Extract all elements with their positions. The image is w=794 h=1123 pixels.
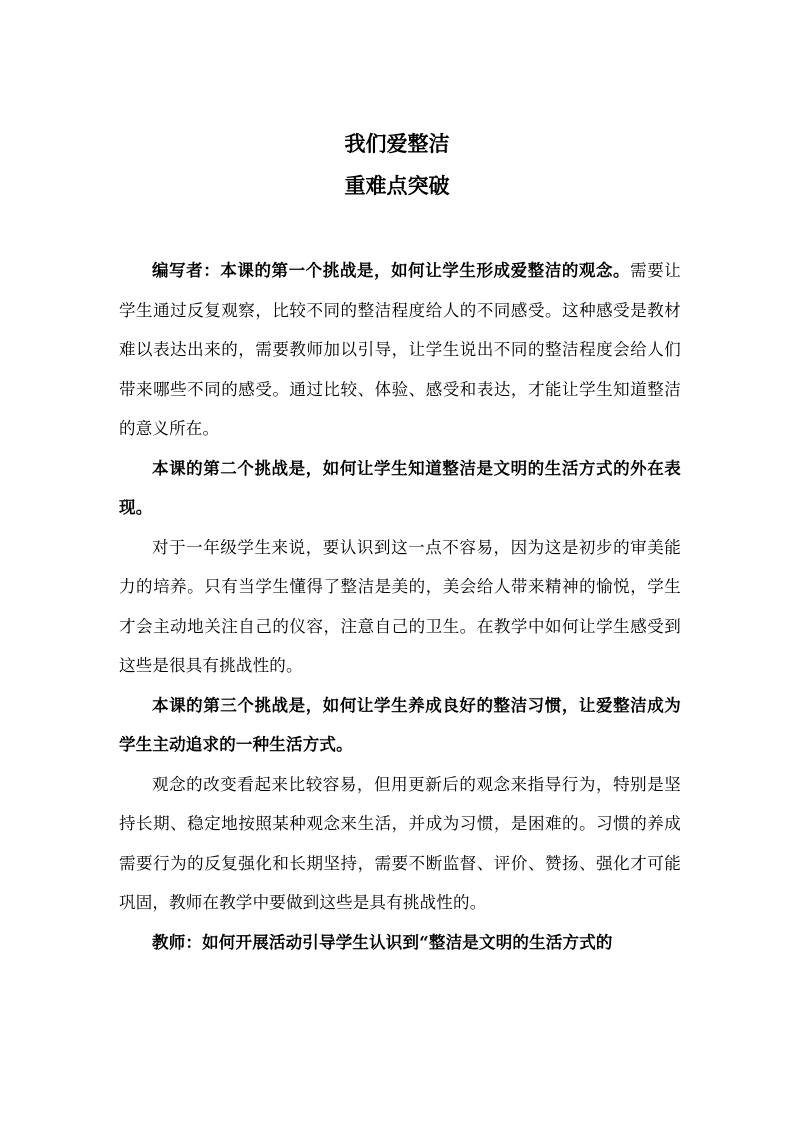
paragraph-challenge-2-text: 对于一年级学生来说，要认识到这一点不容易，因为这是初步的审美能力的培养。只有当学生懂得了整洁是美的，美会给人带来精神的愉悦，学生才会主动地关注自己的仪容，注意自己的卫生。在教学中如何让学生感受到这些是很具有挑战性的。 <box>119 537 681 675</box>
document-title: 我们爱整洁 <box>344 131 450 156</box>
paragraph-challenge-3-text: 观念的改变看起来比较容易，但用更新后的观念来指导行为，特别是坚持长期、稳定地按照某种观念来生活，并成为习惯，是困难的。习惯的养成需要行为的反复强化和长期坚持，需要不断监督、评价、赞扬、强化才可能巩固，教师在教学中要做到这些是具有挑战性的。 <box>119 774 681 912</box>
document-subtitle: 重难点突破 <box>344 173 450 198</box>
paragraph-challenge-2-heading: 本课的第二个挑战是，如何让学生知道整洁是文明的生活方式的外在表现。 <box>119 458 681 517</box>
paragraph-challenge-1-lead: 编写者：本课的第一个挑战是，如何让学生形成爱整洁的观念。 <box>152 261 631 280</box>
document-body <box>119 251 681 962</box>
paragraph-teacher-question: 教师：如何开展活动引导学生认识到“整洁是文明的生活方式的 <box>152 932 613 952</box>
paragraph-challenge-3-heading: 本课的第三个挑战是，如何让学生养成良好的整洁习惯，让爱整洁成为学生主动追求的一种生活方式。 <box>119 695 681 754</box>
paragraph-challenge-1 <box>119 251 681 449</box>
paragraph-challenge-1-text: 需要让学生通过反复观察，比较不同的整洁程度给人的不同感受。这种感受是教材难以表达出来的，需要教师加以引导，让学生说出不同的整洁程度会给人们带来哪些不同的感受。通过比较、体验、感受和表达，才能让学生知道整洁的意义所在。 <box>119 261 681 438</box>
